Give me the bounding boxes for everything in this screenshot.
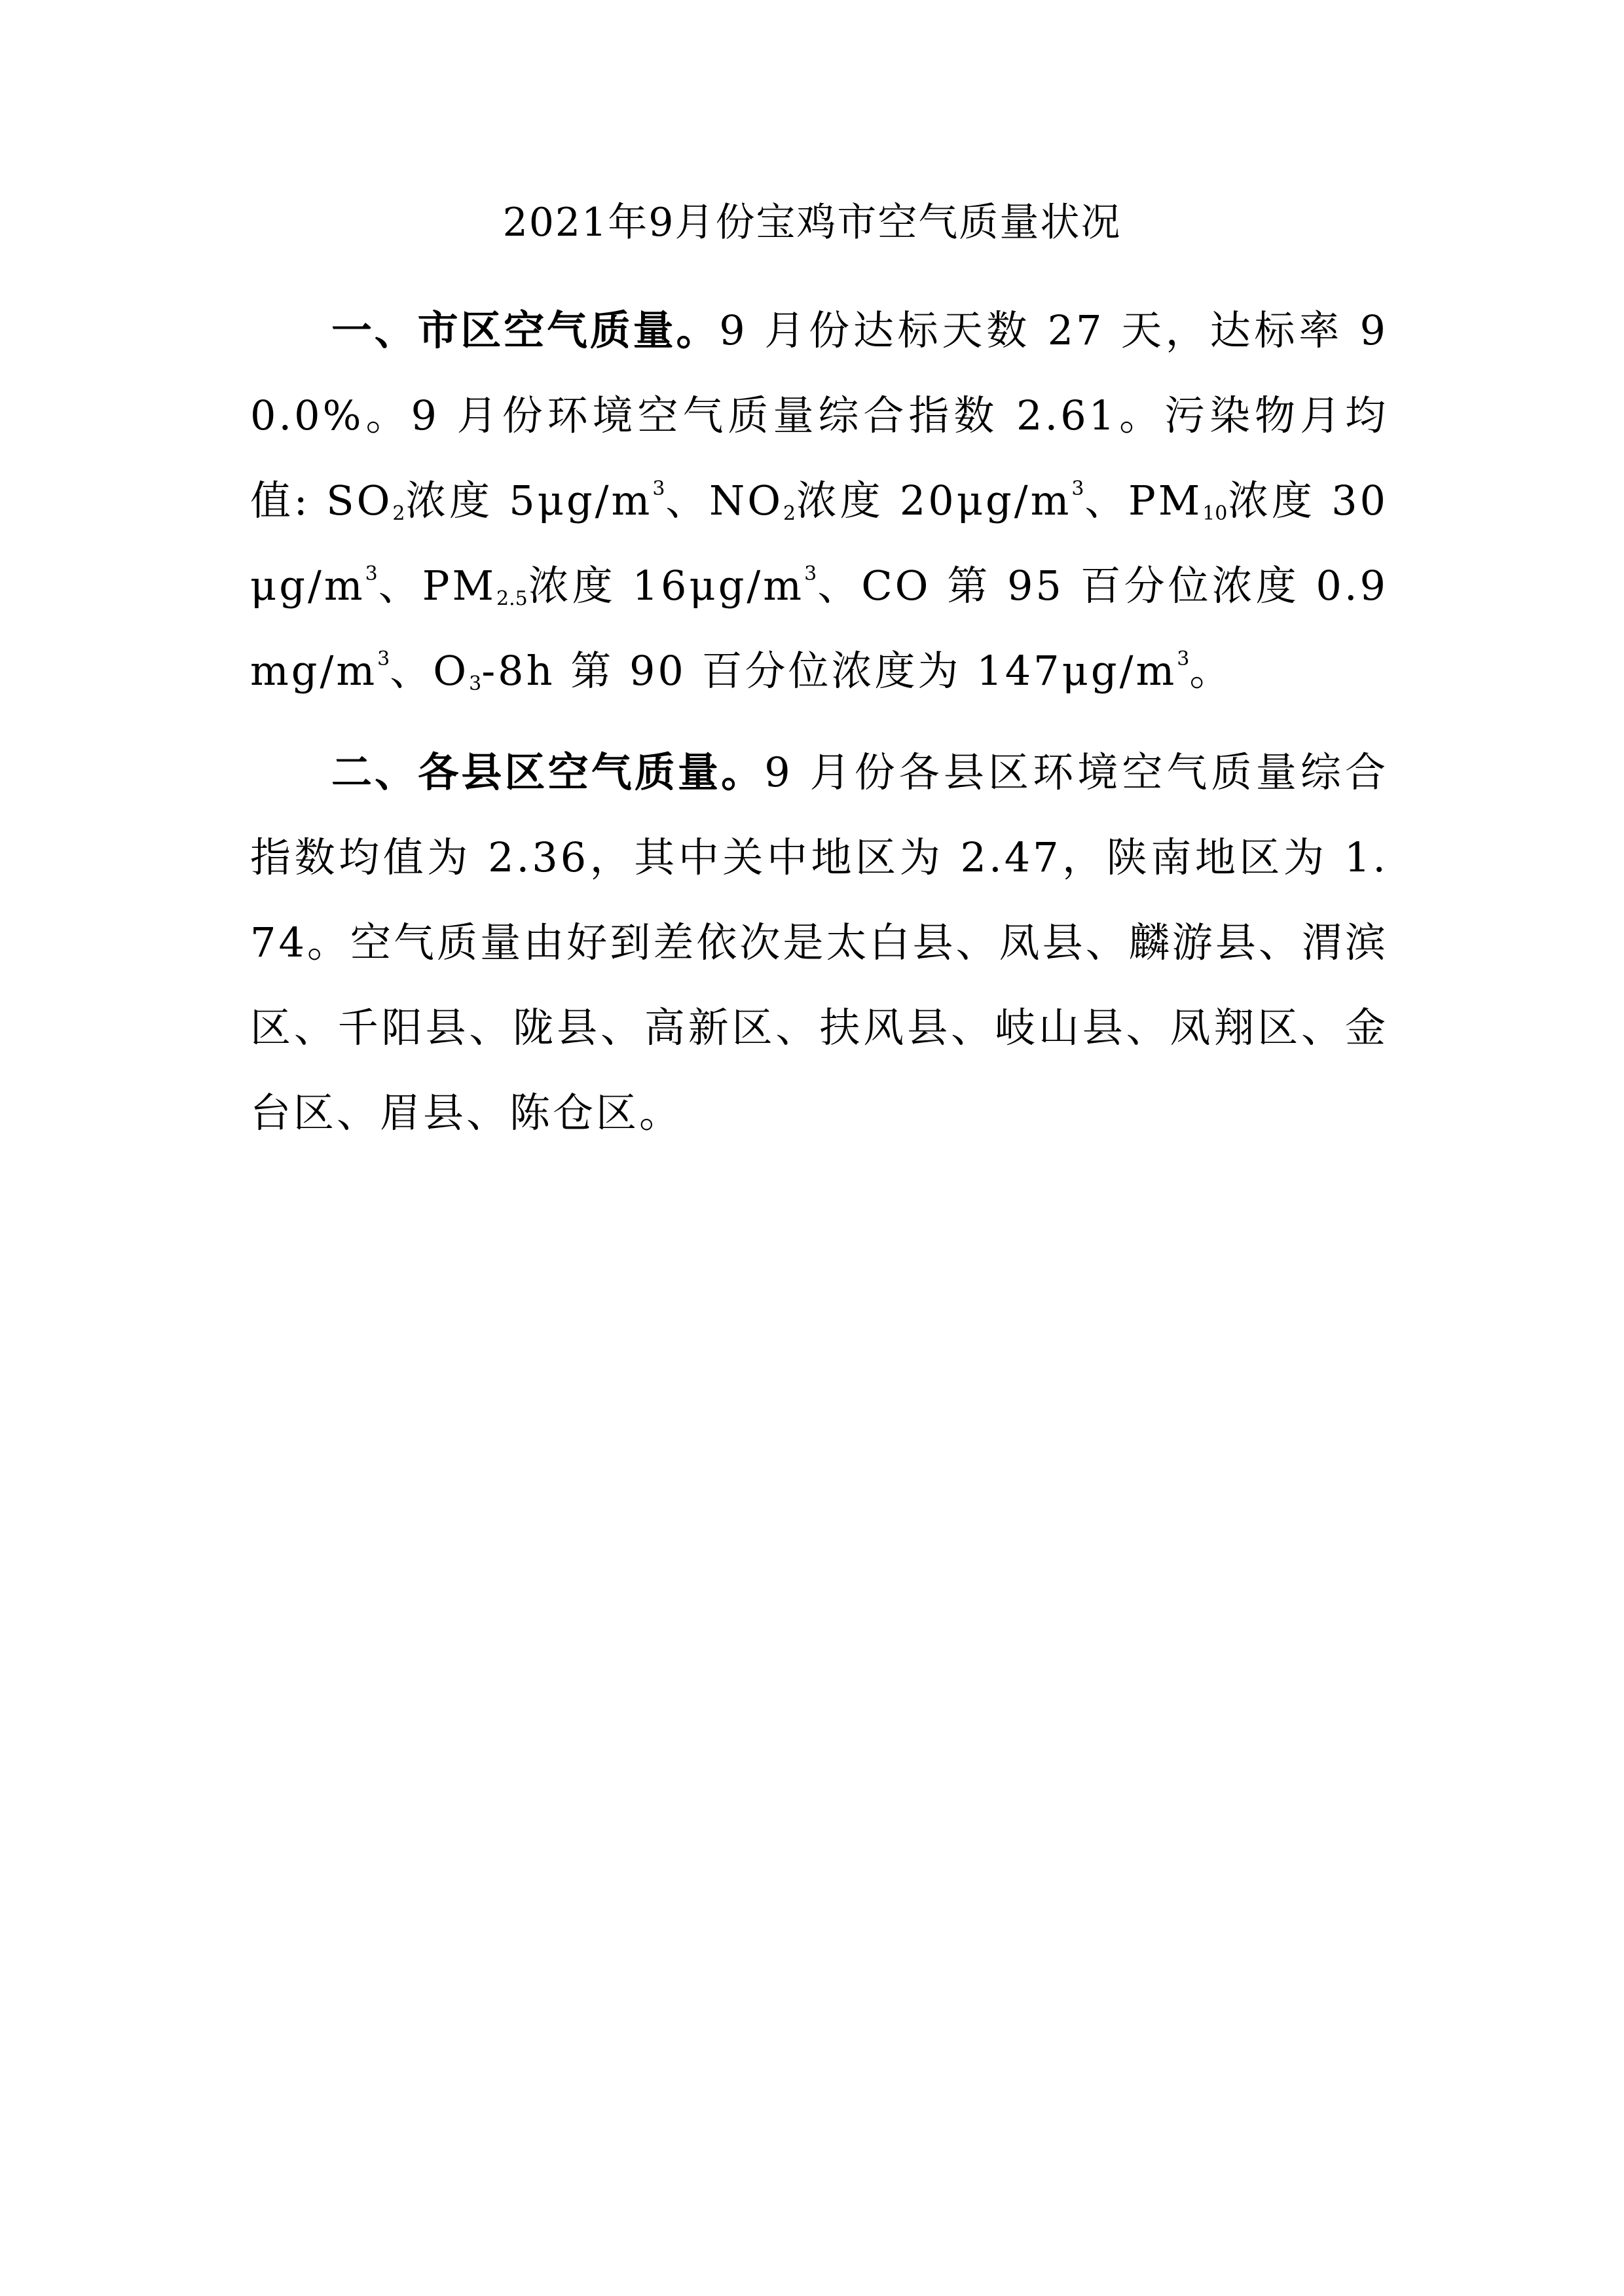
so2-value: 浓度 5μg/m bbox=[405, 477, 653, 524]
pm25-subscript: 2.5 bbox=[496, 587, 528, 610]
o3-unit-superscript: 3 bbox=[1177, 647, 1190, 670]
no2-subscript: 2 bbox=[783, 502, 796, 525]
no2-value: 浓度 20μg/m bbox=[796, 477, 1072, 524]
section-urban-air-quality bbox=[250, 288, 1388, 714]
no2-label: 、NO bbox=[665, 477, 784, 524]
section2-body: 9 月份各县区环境空气质量综合指数均值为 2.36，其中关中地区为 2.47，陕南地区为 1.74。空气质量由好到差依次是太白县、凤县、麟游县、渭滨区、千阳县、陇县、高新区、扶风县、岐山县、凤翔区、金台区、眉县、陈仓区。 bbox=[250, 748, 1388, 1137]
pm25-unit-superscript: 3 bbox=[804, 562, 817, 585]
o3-label: 、O bbox=[390, 647, 470, 695]
pm10-subscript: 10 bbox=[1202, 502, 1228, 525]
section-county-air-quality bbox=[250, 730, 1388, 1156]
o3-value: -8h 第 90 百分位浓度为 147μg/m bbox=[481, 647, 1177, 695]
so2-unit-superscript: 3 bbox=[652, 477, 665, 500]
so2-label: SO bbox=[326, 477, 393, 524]
section1-intro: 9 月份达标天数 27 天，达标率 90.0%。9 月份环境空气质量综合指数 2.61。污染物月均值: bbox=[250, 306, 1388, 524]
pm25-label: 、PM bbox=[377, 562, 497, 610]
o3-subscript: 3 bbox=[469, 672, 482, 695]
co-unit-superscript: 3 bbox=[377, 647, 390, 670]
no2-unit-superscript: 3 bbox=[1071, 477, 1084, 500]
pm10-value: 浓度 30μg/m bbox=[250, 477, 1388, 610]
pm10-label: 、PM bbox=[1084, 477, 1203, 524]
pm10-unit-superscript: 3 bbox=[365, 562, 378, 585]
pm25-value: 浓度 16μg/m bbox=[527, 562, 805, 610]
co-value: 、CO 第 95 百分位浓度 0.9mg/m bbox=[250, 562, 1389, 695]
section1-end: 。 bbox=[1189, 647, 1233, 695]
so2-subscript: 2 bbox=[392, 502, 405, 525]
document-title: 2021年9月份宝鸡市空气质量状况 bbox=[502, 200, 1122, 246]
section1-heading: 一、市区空气质量。 bbox=[331, 306, 720, 354]
section2-heading: 二、各县区空气质量。 bbox=[331, 748, 765, 796]
